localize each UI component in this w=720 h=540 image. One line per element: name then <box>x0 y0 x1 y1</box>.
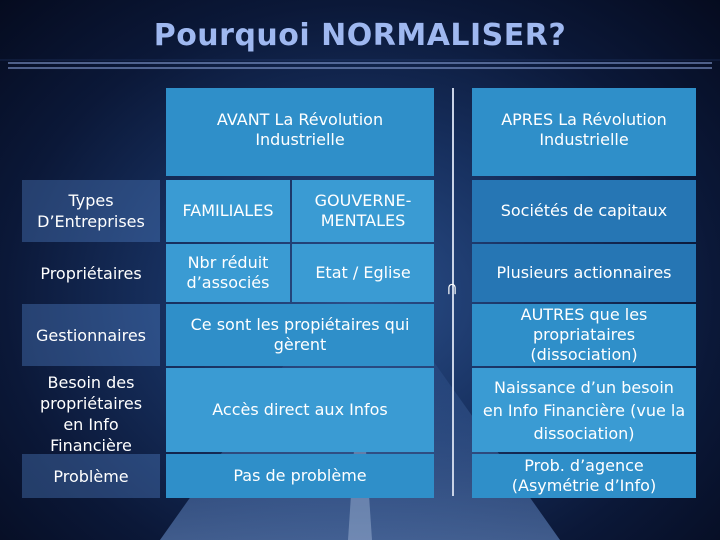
page-title: Pourquoi NORMALISER? <box>153 18 567 53</box>
cell-avant-familiales: FAMILIALES <box>166 180 290 242</box>
cell-apres-besoin: Naissance d’un besoin en Info Financière (vue la dissociation) <box>472 368 696 452</box>
cell-apres-gestionnaires: AUTRES que les propriataires (dissociation) <box>472 304 696 366</box>
cell-avant-probleme: Pas de problème <box>166 454 434 498</box>
cell-avant-gestionnaires: Ce sont les propiétaires qui gèrent <box>166 304 434 366</box>
cell-avant-nbr-reduit: Nbr réduit d’associés <box>166 244 290 302</box>
cell-apres-societes: Sociétés de capitaux <box>472 180 696 242</box>
cell-apres-actionnaires: Plusieurs actionnaires <box>472 244 696 302</box>
row-label-probleme: Problème <box>22 454 160 498</box>
cell-avant-besoin: Accès direct aux Infos <box>166 368 434 452</box>
cell-avant-gouvernementales: GOUVERNE-MENTALES <box>292 180 434 242</box>
cell-avant-etat-eglise: Etat / Eglise <box>292 244 434 302</box>
row-label-besoin: Besoin des propriétaires en Info Financière <box>39 373 143 455</box>
row-label-types: Types D’Entreprises <box>22 180 160 242</box>
title-underline-1 <box>8 62 712 64</box>
header-avant: AVANT La Révolution Industrielle <box>166 88 434 176</box>
cell-apres-probleme: Prob. d’agence (Asymétrie d’Info) <box>472 454 696 498</box>
row-label-gestionnaires: Gestionnaires <box>22 304 160 366</box>
title-underline-2 <box>8 67 712 69</box>
transition-arrow-icon: ⊂ <box>443 282 463 296</box>
row-label-proprietaires: Propriétaires <box>40 263 142 283</box>
header-apres: APRES La Révolution Industrielle <box>472 88 696 176</box>
